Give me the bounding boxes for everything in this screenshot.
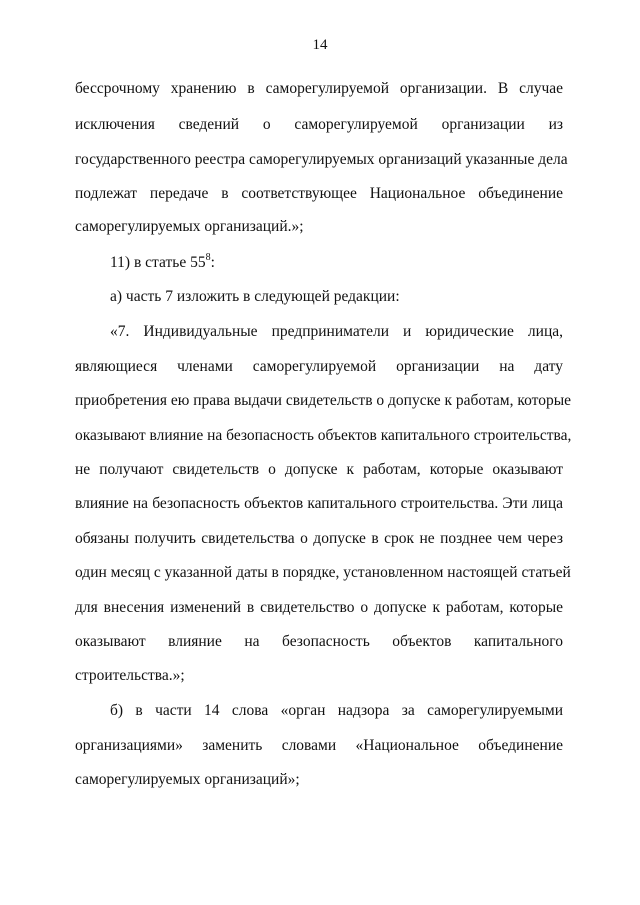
paragraph-line: не получают свидетельств о допуске к работам, которые оказывают	[75, 461, 563, 478]
paragraph-line: саморегулируемых организаций.»;	[75, 218, 304, 235]
paragraph-line: саморегулируемых организаций»;	[75, 771, 300, 788]
paragraph-line: оказывают влияние на безопасность объектов капитального строительства,	[75, 427, 572, 444]
item-11-colon: :	[210, 254, 215, 271]
paragraph-line: исключения сведений о саморегулируемой организации из	[75, 116, 563, 133]
paragraph-line: обязаны получить свидетельства о допуске в срок не позднее чем через	[75, 530, 563, 547]
paragraph-line: приобретения ею права выдачи свидетельств о допуске к работам, которые	[75, 392, 571, 409]
item-a-heading: а) часть 7 изложить в следующей редакции:	[110, 288, 400, 305]
paragraph-line: для внесения изменений в свидетельство о допуске к работам, которые	[75, 599, 563, 616]
paragraph-line: подлежат передаче в соответствующее Национальное объединение	[75, 185, 563, 202]
paragraph-line: организациями» заменить словами «Национальное объединение	[75, 737, 563, 754]
paragraph-line: государственного реестра саморегулируемых организаций указанные дела	[75, 151, 568, 168]
paragraph-line: «7. Индивидуальные предприниматели и юридические лица,	[110, 323, 563, 340]
paragraph-line: являющиеся членами саморегулируемой организации на дату	[75, 358, 563, 375]
item-11-heading	[110, 253, 563, 273]
article-superscript: 8	[205, 251, 211, 263]
paragraph-line: влияние на безопасность объектов капитального строительства. Эти лица	[75, 495, 563, 512]
paragraph-line: один месяц с указанной даты в порядке, установленном настоящей статьей	[75, 564, 571, 581]
paragraph-line: строительства.»;	[75, 667, 185, 684]
page-number: 14	[312, 37, 328, 53]
paragraph-line: бессрочному хранению в саморегулируемой организации. В случае	[75, 80, 563, 97]
item-b-line: б) в части 14 слова «орган надзора за саморегулируемыми	[110, 702, 563, 719]
paragraph-line: оказывают влияние на безопасность объектов капитального	[75, 633, 563, 650]
item-11-text: 11) в статье 55	[110, 254, 206, 271]
